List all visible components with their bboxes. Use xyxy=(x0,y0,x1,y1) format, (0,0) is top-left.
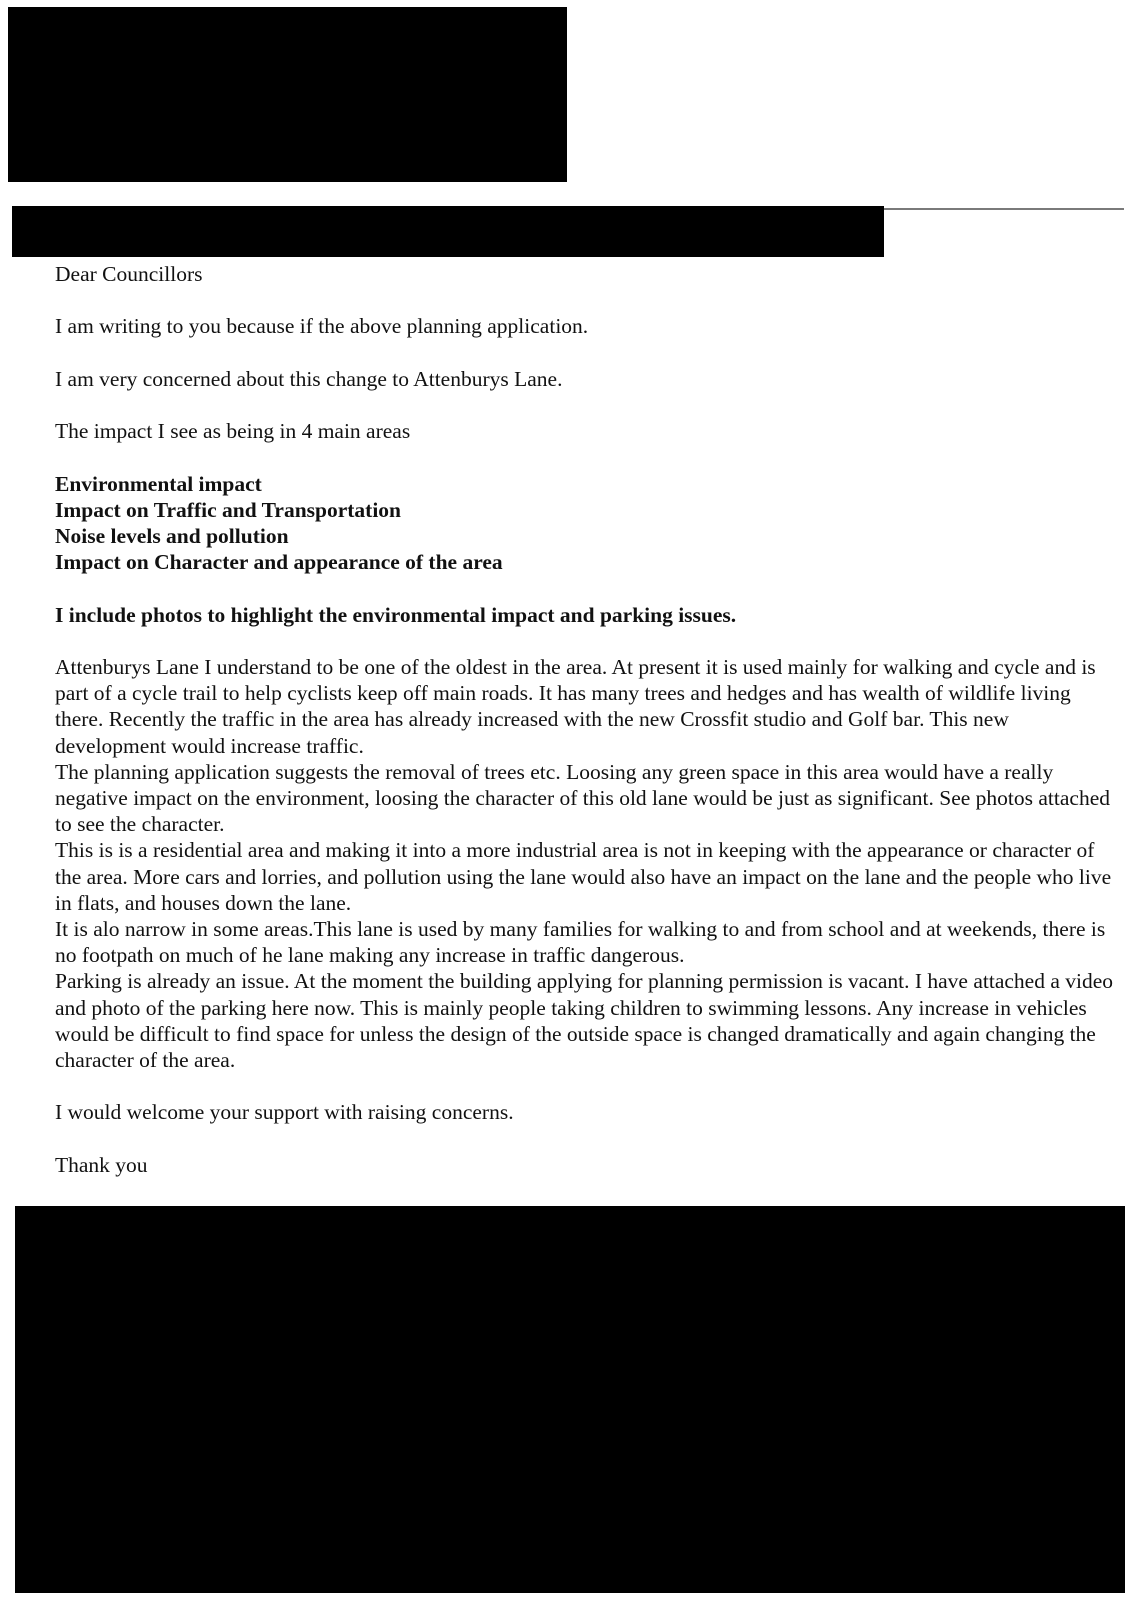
impact-area-character: Impact on Character and appearance of the area xyxy=(55,550,503,575)
body-paragraph-parking: Parking is already an issue. At the moment the building applying for planning permission is vacant. I have attached a video and photo of the parking here now. This is mainly people taking children to swimming lessons. Any increase in vehicles would be difficult to find space for unless the design of the outside space is changed dramatically and again changing the character of the area. xyxy=(55,969,1114,1072)
impact-area-environmental: Environmental impact xyxy=(55,471,262,496)
salutation: Dear Councillors xyxy=(55,262,203,286)
photos-note: I include photos to highlight the environmental impact and parking issues. xyxy=(55,602,737,627)
impact-area-traffic: Impact on Traffic and Transportation xyxy=(55,497,402,522)
body-paragraph-narrow: It is alo narrow in some areas.This lane is used by many families for walking to and from school and at weekends, there is no footpath on much of he lane making any increase in traffic dangerous. xyxy=(55,916,1106,968)
closing-request: I would welcome your support with raising concerns. xyxy=(55,1100,514,1125)
letter-body xyxy=(55,261,1123,1178)
impact-intro: The impact I see as being in 4 main areas xyxy=(55,419,411,444)
header-divider xyxy=(884,208,1124,210)
body-paragraph-trees: The planning application suggests the removal of trees etc. Loosing any green space in this area would have a really negative impact on the environment, loosing the character of this old lane would be just as significant. See photos attached to see the character. xyxy=(55,759,1111,837)
body-paragraph-lane: Attenburys Lane I understand to be one of the oldest in the area. At present it is used mainly for walking and cycle and is part of a cycle trail to help cyclists keep off main roads. It has many trees and hedges and has wealth of wildlife living there. Recently the traffic in the area has already increased with the new Crossfit studio and Golf bar. This new development would increase traffic. xyxy=(55,654,1096,758)
redacted-subject-block xyxy=(12,206,884,257)
impact-area-noise: Noise levels and pollution xyxy=(55,523,289,548)
body-paragraph-residential: This is is a residential area and making it into a more industrial area is not in keeping with the appearance or character of the area. More cars and lorries, and pollution using the lane would also have an impact on the lane and the people who live in flats, and houses down the lane. xyxy=(55,838,1112,915)
sign-off: Thank you xyxy=(55,1152,148,1177)
redacted-header-block xyxy=(8,7,567,182)
redacted-signature-block xyxy=(15,1206,1125,1593)
concern-paragraph: I am very concerned about this change to Attenburys Lane. xyxy=(55,366,563,391)
intro-paragraph: I am writing to you because if the above planning application. xyxy=(55,314,589,339)
